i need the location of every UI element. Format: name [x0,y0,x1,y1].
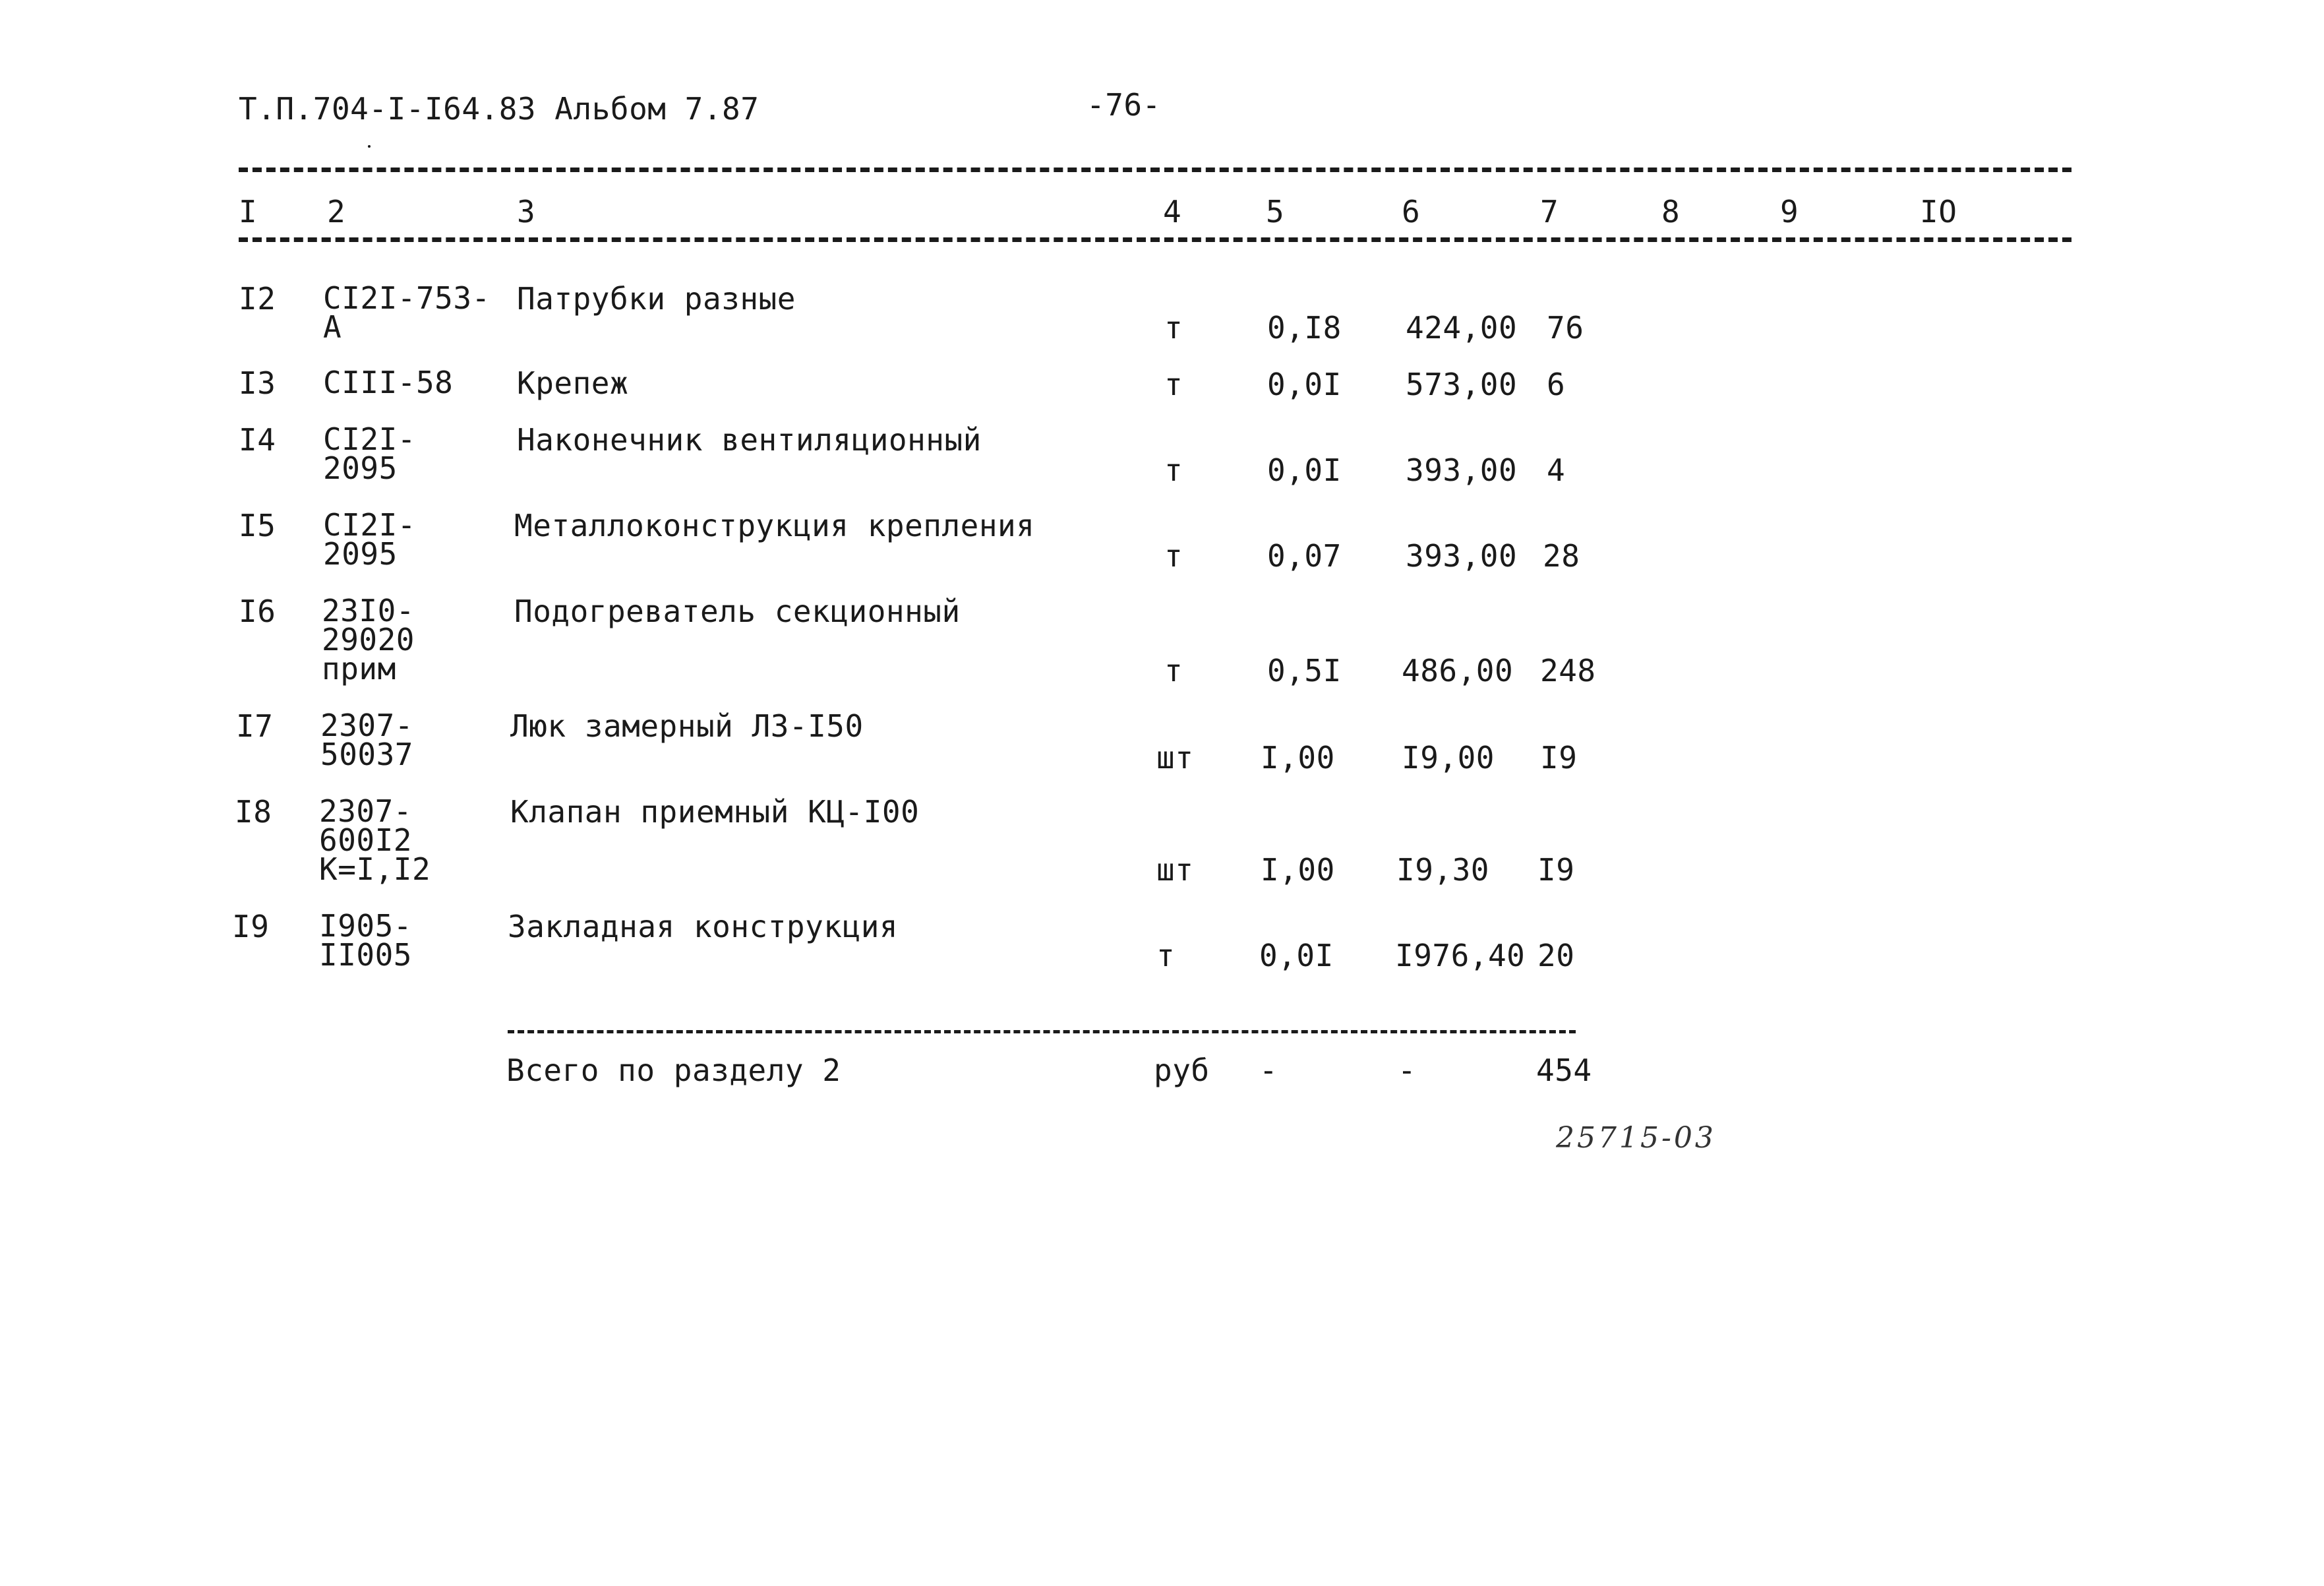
row-quantity: 0,I8 [1267,310,1342,346]
column-header: 2 [327,194,346,229]
row-price: 393,00 [1406,452,1518,488]
row-price: I9,00 [1402,740,1495,776]
column-header: IO [1920,194,1957,229]
row-name: Подогреватель секционный [514,594,961,629]
row-name: Наконечник вентиляционный [517,422,982,458]
row-price: 424,00 [1406,310,1518,346]
row-total: 6 [1547,367,1566,402]
row-name: Клапан приемный КЦ-I00 [510,794,920,830]
row-quantity: 0,0I [1259,938,1334,973]
row-name: Металлоконструкция крепления [514,508,1035,543]
row-price: 486,00 [1402,653,1514,688]
row-code: I905- II005 [319,908,412,973]
row-total: 4 [1547,452,1566,488]
row-total: 28 [1543,538,1580,574]
row-unit: т [1164,310,1183,346]
row-code: CIII-58 [323,365,454,400]
row-unit: шт [1156,852,1194,888]
summary-label: Всего по разделу 2 [506,1052,841,1088]
row-number: I8 [235,794,272,830]
row-name: Патрубки разные [517,281,796,317]
row-price: 393,00 [1406,538,1518,574]
column-header: I [239,194,258,229]
column-header: 8 [1661,194,1681,229]
summary-price: - [1398,1052,1417,1088]
row-code: 2307- 600I2 K=I,I2 [319,793,431,887]
row-price: 573,00 [1406,367,1518,402]
stray-mark [368,145,371,148]
handwritten-archive-number: 25715-03 [1556,1121,1716,1155]
table-top-rule [239,168,2071,172]
row-unit: т [1164,653,1183,688]
row-total: 20 [1537,938,1575,973]
row-total: 76 [1547,310,1584,346]
row-total: 248 [1540,653,1596,688]
row-unit: т [1164,538,1183,574]
row-unit: т [1164,452,1183,488]
row-unit: т [1164,367,1183,402]
row-name: Крепеж [517,365,629,401]
summary-quantity: - [1259,1052,1278,1088]
row-price: I976,40 [1395,938,1526,973]
column-header: 5 [1266,194,1285,229]
row-code: CI2I-753- A [323,280,491,345]
page-number: -76- [1087,87,1161,123]
row-name: Люк замерный ЛЗ-I50 [510,708,864,744]
row-number: I5 [239,508,276,543]
row-quantity: I,00 [1261,740,1335,776]
row-number: I2 [239,281,276,317]
row-name: Закладная конструкция [508,909,899,944]
column-header: 3 [517,194,536,229]
row-code: CI2I- 2095 [323,421,416,486]
summary-total: 454 [1536,1052,1592,1088]
row-code: 23I0- 29020 прим [322,593,415,686]
row-quantity: 0,0I [1267,452,1342,488]
row-number: I3 [239,365,276,401]
row-quantity: 0,0I [1267,367,1342,402]
row-total: I9 [1540,740,1578,776]
column-header: 6 [1402,194,1421,229]
row-number: I9 [232,909,270,944]
row-number: I4 [239,422,276,458]
column-header: 7 [1540,194,1559,229]
row-code: CI2I- 2095 [323,507,416,572]
column-header: 4 [1163,194,1182,229]
row-total: I9 [1537,852,1575,888]
row-unit: шт [1156,740,1194,776]
row-number: I7 [236,708,274,744]
row-quantity: 0,5I [1267,653,1342,688]
row-price: I9,30 [1396,852,1489,888]
row-quantity: I,00 [1261,852,1335,888]
document-reference: Т.П.704-I-I64.83 Альбом 7.87 [239,91,760,127]
row-unit: т [1156,938,1176,973]
row-number: I6 [239,594,276,629]
row-quantity: 0,07 [1267,538,1342,574]
column-header: 9 [1780,194,1799,229]
row-code: 2307- 50037 [320,708,413,772]
column-header-rule [239,237,2071,242]
summary-unit: руб [1154,1052,1210,1088]
summary-rule [508,1030,1576,1033]
